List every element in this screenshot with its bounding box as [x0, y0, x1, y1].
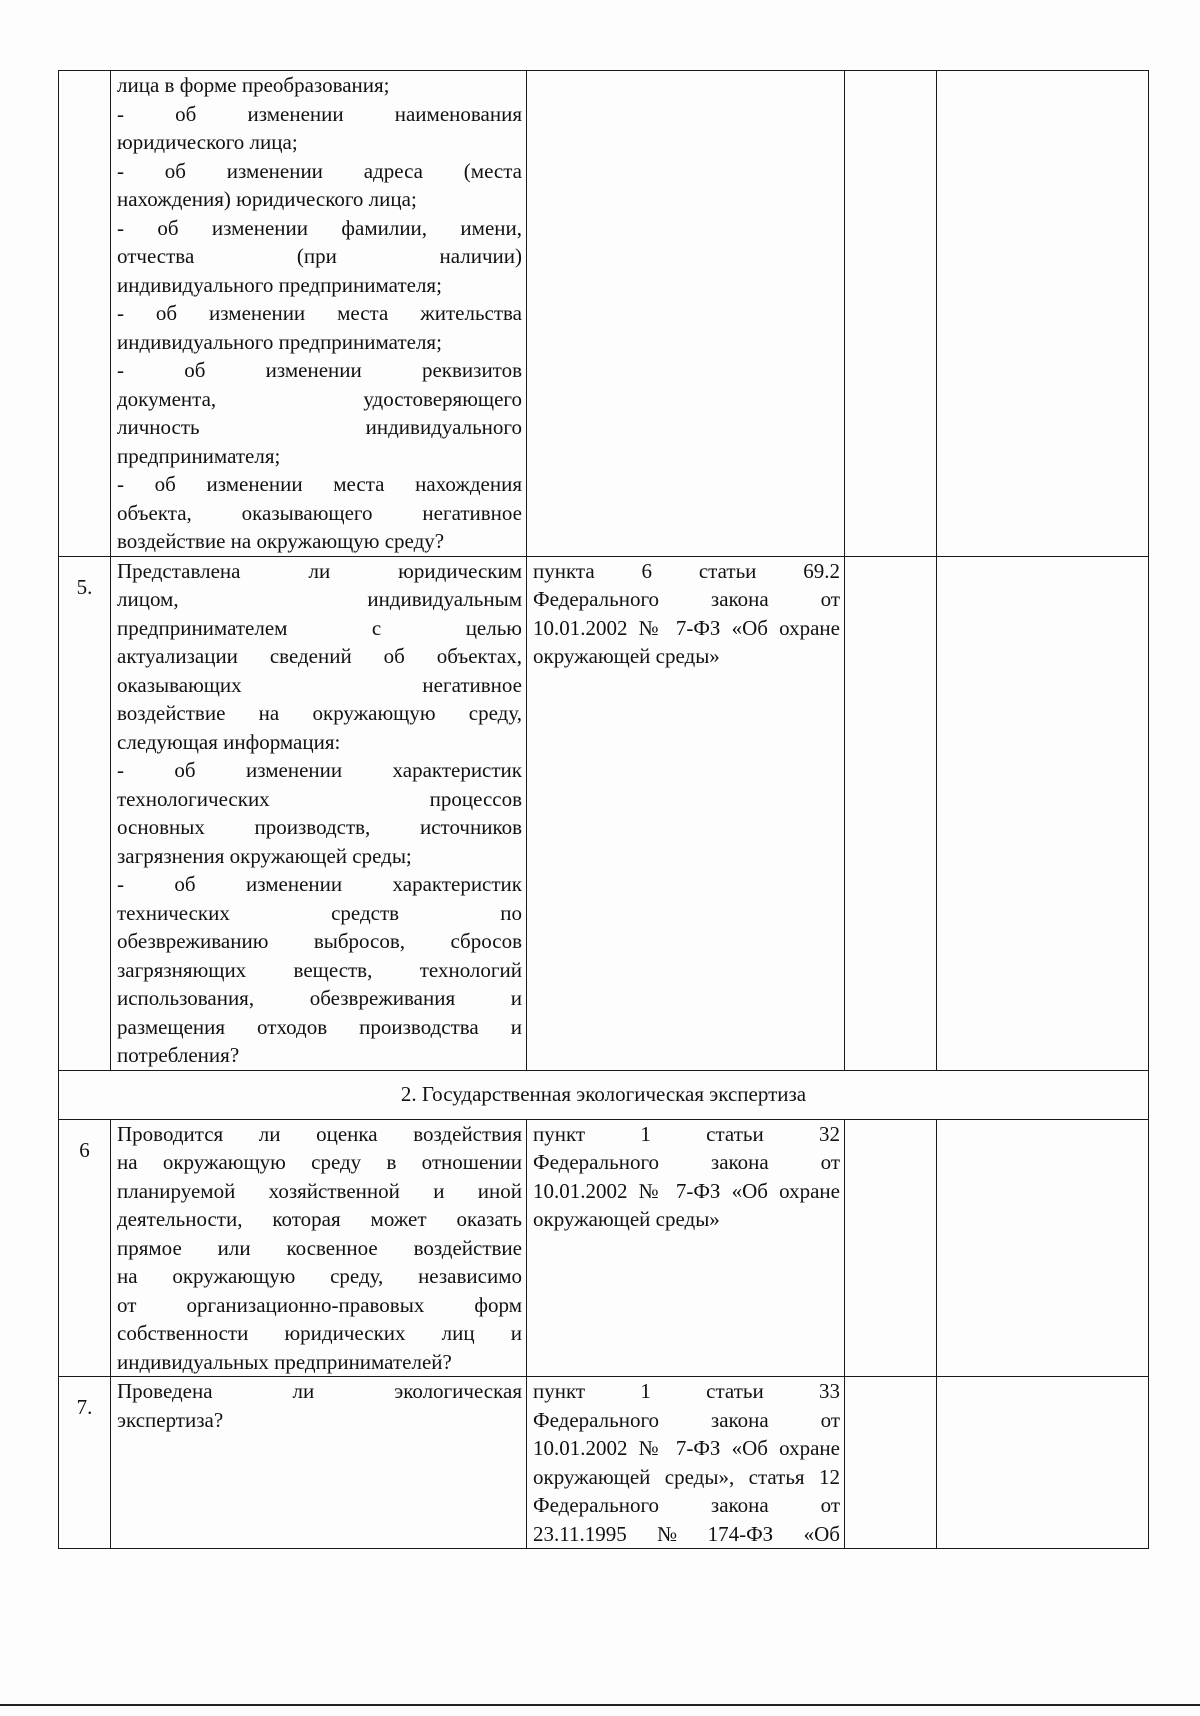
reference-word: закона [710, 1493, 769, 1517]
table-row [59, 556, 1149, 1070]
question-line: загрязняющих веществ, технологий [117, 957, 522, 982]
question-line: - об изменении адреса (места [117, 158, 522, 183]
reference-word: от [820, 1150, 840, 1174]
reference-word: 174-ФЗ [707, 1521, 774, 1546]
reference-word: 33 [818, 1379, 840, 1403]
number-cell [59, 71, 111, 557]
reference-word: статьи [706, 1379, 764, 1403]
reference-word: 32 [818, 1121, 840, 1146]
reference-cell [527, 1119, 845, 1377]
reference-line: окружающей среды» [533, 1207, 720, 1231]
question-cell [111, 556, 527, 1070]
question-line: нахождения) юридического лица; [117, 187, 417, 211]
question-line: личность индивидуального [117, 415, 522, 439]
reference-line: 10.01.2002 № 7-ФЗ «Об охране [533, 1178, 840, 1203]
question-line: загрязнения окружающей среды; [117, 843, 412, 868]
question-line: потребления? [117, 1043, 240, 1067]
reference-line [527, 1520, 844, 1549]
question-line: предпринимателем с целью [117, 615, 522, 640]
reference-word: закона [710, 1150, 769, 1174]
reference-line [527, 1148, 844, 1177]
question-line: предпринимателя; [117, 443, 281, 468]
question-line: - об изменении характеристик [117, 758, 522, 782]
reference-cell [527, 1377, 845, 1549]
question-line: оказывающих негативное [117, 672, 522, 697]
reference-word: статьи [698, 558, 757, 583]
question-line: воздействие на окружающую среду? [117, 529, 445, 553]
table-row [59, 1119, 1149, 1377]
note-cell [937, 1119, 1149, 1377]
answer-cell [845, 1119, 937, 1377]
question-line: Проведена ли экологическая [117, 1379, 522, 1403]
reference-word: 69.2 [803, 558, 840, 583]
reference-word: от [820, 1493, 840, 1517]
reference-line: окружающей среды» [533, 644, 720, 668]
reference-word: «Об [803, 1521, 840, 1546]
reference-line [527, 1377, 844, 1406]
reference-line: окружающей среды», статья 12 [533, 1464, 840, 1489]
reference-word: от [820, 587, 840, 611]
reference-word: 1 [640, 1379, 651, 1403]
reference-word: закона [710, 1407, 769, 1432]
answer-cell [845, 71, 937, 557]
question-cell [111, 71, 527, 557]
reference-line: 10.01.2002 № 7-ФЗ «Об охране [533, 615, 840, 640]
answer-cell [845, 556, 937, 1070]
question-line: актуализации сведений об объектах, [117, 644, 522, 668]
reference-line [527, 1120, 844, 1149]
question-line: - об изменении характеристик [117, 872, 522, 896]
note-cell [937, 556, 1149, 1070]
question-line: юридического лица; [117, 130, 298, 154]
question-line: технических средств по [117, 900, 522, 925]
answer-cell [845, 1377, 937, 1549]
question-line: - об изменении места нахождения [117, 472, 522, 496]
question-cell [111, 1119, 527, 1377]
reference-word: 1 [640, 1121, 651, 1146]
reference-cell [527, 71, 845, 557]
reference-line [527, 1406, 844, 1435]
section-title: 2. Государственная экологическая экспертиза [59, 1070, 1149, 1119]
question-line: - об изменении фамилии, имени, [117, 215, 522, 240]
question-line: индивидуальных предпринимателей? [117, 1349, 452, 1374]
page-bottom-rule [0, 1704, 1200, 1706]
question-line: размещения отходов производства и [117, 1014, 522, 1039]
reference-word: от [820, 1407, 840, 1432]
question-line: - об изменении наименования [117, 101, 522, 126]
question-line: - об изменении места жительства [117, 301, 522, 325]
reference-word: Федерального [533, 1150, 660, 1174]
question-line: от организационно-правовых форм [117, 1292, 522, 1317]
question-cell [111, 1377, 527, 1549]
reference-line: 10.01.2002 № 7-ФЗ «Об охране [533, 1436, 840, 1460]
question-line: воздействие на окружающую среду, [117, 701, 522, 725]
reference-line [527, 585, 844, 614]
note-cell [937, 71, 1149, 557]
reference-word: закона [710, 587, 769, 611]
reference-word: Федерального [533, 1407, 660, 1432]
question-line: обезвреживанию выбросов, сбросов [117, 929, 522, 953]
reference-word: пункта [533, 558, 595, 583]
reference-cell [527, 556, 845, 1070]
question-line: собственности юридических лиц и [117, 1321, 522, 1345]
question-line: Представлена ли юридическим [117, 558, 522, 583]
question-line: отчества (при наличии) [117, 244, 522, 268]
row-number: 5. [59, 556, 111, 1070]
question-line: лица в форме преобразования; [117, 73, 390, 97]
question-line: основных производств, источников [117, 815, 522, 839]
question-line: деятельности, которая может оказать [117, 1207, 522, 1231]
question-line: на окружающую среду, независимо [117, 1264, 522, 1288]
question-line: документа, удостоверяющего [117, 386, 522, 411]
reference-word: пункт [533, 1121, 586, 1146]
reference-word: 6 [641, 558, 653, 583]
reference-word: статьи [706, 1121, 764, 1146]
reference-word: Федерального [533, 1493, 660, 1517]
row-number: 7. [59, 1377, 111, 1549]
reference-word: Федерального [533, 587, 660, 611]
section-header-row [59, 1070, 1149, 1119]
reference-word: № [657, 1521, 678, 1546]
question-line: объекта, оказывающего негативное [117, 500, 522, 525]
question-line: на окружающую среду в отношении [117, 1150, 522, 1174]
question-line: использования, обезвреживания и [117, 986, 522, 1010]
table-row [59, 1377, 1149, 1549]
row-number: 6 [59, 1119, 111, 1377]
question-line: индивидуального предпринимателя; [117, 329, 442, 354]
question-line: технологических процессов [117, 786, 522, 811]
question-line: прямое или косвенное воздействие [117, 1235, 522, 1260]
reference-line [527, 557, 844, 586]
question-line: лицом, индивидуальным [117, 587, 522, 611]
reference-line [527, 1491, 844, 1520]
question-line: - об изменении реквизитов [117, 358, 522, 382]
question-line: планируемой хозяйственной и иной [117, 1178, 522, 1203]
question-line: следующая информация: [117, 729, 341, 754]
reference-word: пункт [533, 1379, 586, 1403]
question-line: экспертиза? [117, 1407, 224, 1432]
reference-word: 23.11.1995 [533, 1521, 627, 1546]
checklist-table [58, 70, 1149, 1549]
question-line: Проводится ли оценка воздействия [117, 1121, 522, 1146]
note-cell [937, 1377, 1149, 1549]
table-row [59, 71, 1149, 557]
question-line: индивидуального предпринимателя; [117, 272, 442, 297]
